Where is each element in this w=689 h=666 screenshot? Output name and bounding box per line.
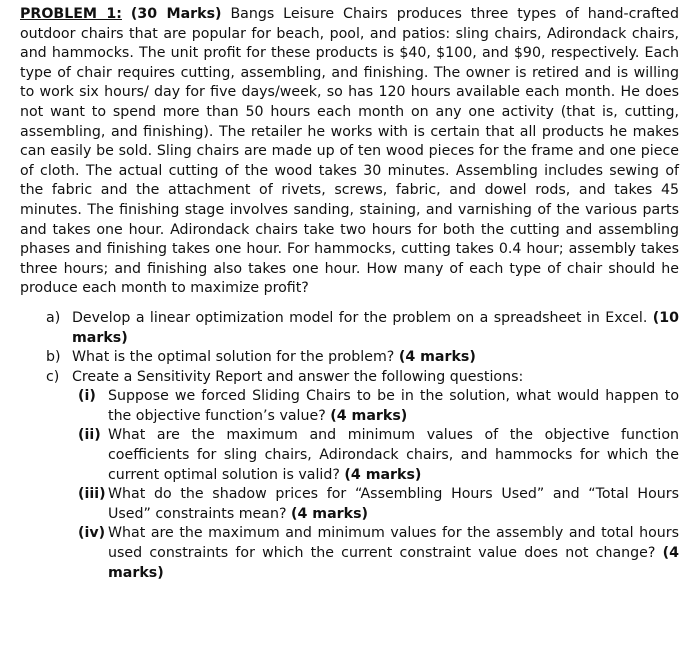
subpart-ii-marks: (4 marks) [344,466,422,483]
part-c-letter: c) [46,368,60,385]
subpart-iii-number: (iii) [78,486,106,503]
part-b [46,348,679,368]
subpart-iv-marks: (4 marks) [108,545,679,581]
subpart-iv-text: What are the maximum and minimum values for the assembly and total hours used constraints for which the current constraint value does not change? [108,525,679,562]
subpart-iii-text: What do the shadow prices for “Assembling Hours Used” and “Total Hours Used” constraints mean? [108,486,679,522]
subpart-i [78,387,679,426]
part-a [46,309,679,348]
subpart-ii-text: What are the maximum and minimum values of the objective function coefficients for sling chairs, Adirondack chairs, and hammocks for which the current optimal solution is valid? [108,427,679,483]
part-b-text: What is the optimal solution for the problem? [72,349,395,366]
part-a-letter: a) [46,309,61,326]
part-b-marks: (4 marks) [398,349,476,366]
problem-statement [20,5,679,299]
subpart-i-text: Suppose we forced Sliding Chairs to be in the solution, what would happen to the objective function’s value? [108,388,679,424]
subpart-iii-marks: (4 marks) [291,505,369,522]
part-b-letter: b) [46,349,61,366]
subpart-ii [78,426,679,485]
part-c [46,368,679,584]
subpart-ii-number: (ii) [78,427,101,444]
subpart-i-number: (i) [78,388,96,405]
problem-label: PROBLEM 1: [20,6,122,22]
subpart-i-marks: (4 marks) [330,407,408,424]
part-c-text: Create a Sensitivity Report and answer the following questions: [72,368,524,385]
part-a-marks: (10 marks) [72,309,679,346]
question-parts [20,309,679,583]
subpart-iv-number: (iv) [78,525,106,542]
part-a-text: Develop a linear optimization model for the problem on a spreadsheet in Excel. [72,309,648,326]
problem-text: Bangs Leisure Chairs produces three types of hand-crafted outdoor chairs that are popular for beach, pool, and patios: sling chairs, Adirondack chairs, and hammocks. The unit profit for these products is $40, $100, and $90, respectively. Each type of chair requires cutting, assembling, and finishing. The owner is retired and is willing to work six hours/ day for five days/week, so has 120 hours available each month. He does not want to spend more than 50 hours each month on any one activity (that is, cutting, assembling, and finishing). The retailer he works with is certain that all products he makes can easily be sold. Sling chairs are made up of ten wood pieces for the frame and one piece of cloth. The actual cutting of the wood takes 30 minutes. Assembling includes sewing of the fabric and the attachment of rivets, screws, fabric, and dowel rods, and takes 45 minutes. The finishing stage involves sanding, staining, and varnishing of the various parts and takes one hour. Adirondack chairs take two hours for both the cutting and assembling phases and finishing takes one hour. For hammocks, cutting takes 0.4 hour; assembly takes three hours; and finishing also takes one hour. How many of each type of chair should he produce each month to maximize profit? [20,6,679,297]
part-c-subquestions [72,387,679,583]
subpart-iv [78,524,679,583]
problem-marks: (30 Marks) [130,6,222,22]
subpart-iii [78,485,679,524]
